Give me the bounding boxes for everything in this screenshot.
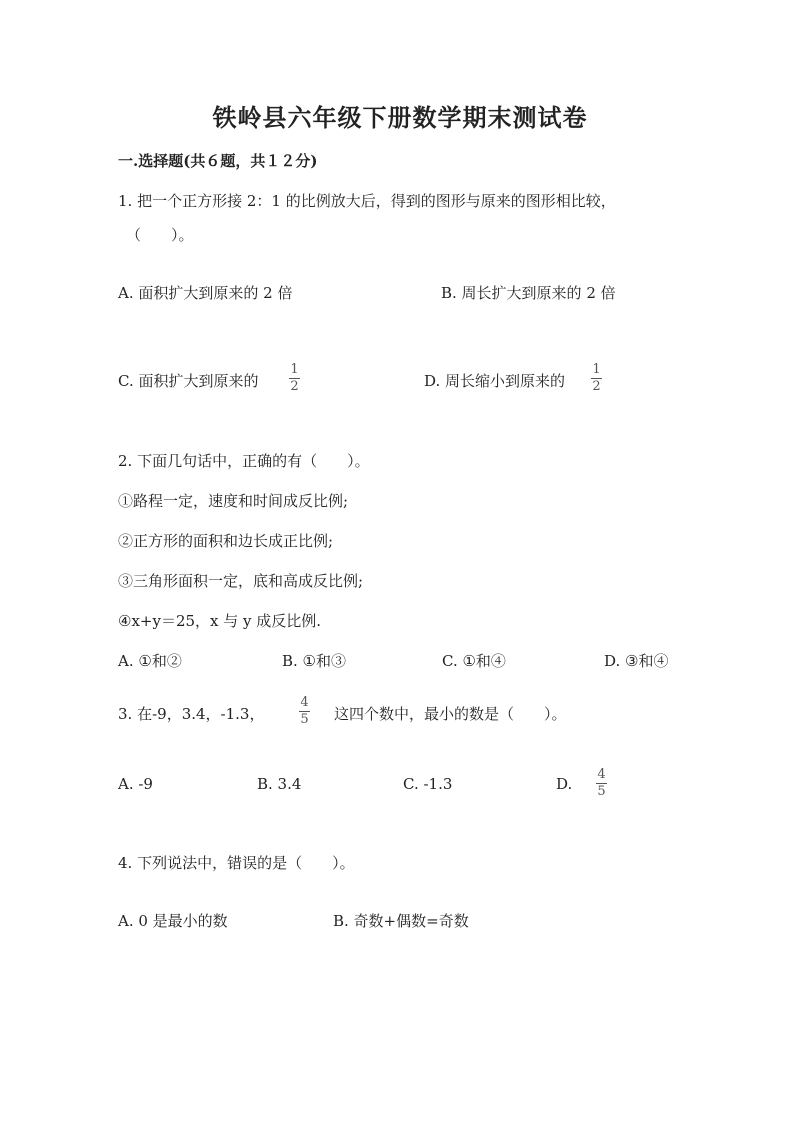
q2-option-a: A. ①和② — [118, 652, 182, 670]
q2-option-d: D. ③和④ — [604, 652, 669, 670]
section-heading: 一.选择题(共６题，共１２分) — [118, 152, 318, 170]
q3-option-d-fraction — [596, 768, 607, 799]
q3-option-d: D. — [556, 775, 573, 793]
q3-stem-pre: 3. 在-9，3.4，-1.3， — [118, 705, 265, 723]
page-title: 铁岭县六年级下册数学期末测试卷 — [212, 103, 588, 132]
q1-option-a: A. 面积扩大到原来的 2 倍 — [118, 284, 293, 302]
q2-stem: 2. 下面几句话中，正确的有（ ）。 — [118, 452, 370, 470]
fraction-denominator: 5 — [300, 712, 309, 727]
q4-option-a: A. 0 是最小的数 — [118, 912, 228, 930]
fraction-numerator: 4 — [300, 695, 309, 710]
q4-stem: 4. 下列说法中，错误的是（ ）。 — [118, 854, 355, 872]
fraction-numerator: 1 — [592, 362, 601, 377]
q2-option-c: C. ①和④ — [442, 652, 506, 670]
q4-option-b: B. 奇数+偶数=奇数 — [333, 912, 469, 930]
q2-statement-1: ①路程一定，速度和时间成反比例; — [118, 492, 349, 510]
q2-statement-2: ②正方形的面积和边长成正比例; — [118, 532, 334, 550]
fraction-denominator: 2 — [290, 379, 299, 394]
q1-option-c: C. 面积扩大到原来的 — [118, 372, 259, 390]
fraction-numerator: 1 — [290, 362, 299, 377]
q3-option-b: B. 3.4 — [257, 775, 302, 793]
q1-option-c-fraction — [289, 363, 300, 394]
fraction-numerator: 4 — [597, 767, 606, 782]
fraction-denominator: 5 — [597, 784, 606, 799]
q1-option-b: B. 周长扩大到原来的 2 倍 — [441, 284, 616, 302]
q3-option-c: C. -1.3 — [403, 775, 453, 793]
q2-statement-4: ④x+y＝25，x 与 y 成反比例. — [118, 612, 322, 630]
q1-option-d: D. 周长缩小到原来的 — [424, 372, 566, 390]
q3-option-a: A. -9 — [118, 775, 153, 793]
fraction-denominator: 2 — [592, 379, 601, 394]
q1-stem-line2: （ ）。 — [126, 226, 194, 244]
q2-option-b: B. ①和③ — [282, 652, 347, 670]
q2-statement-3: ③三角形面积一定，底和高成反比例; — [118, 572, 364, 590]
q1-option-d-fraction — [591, 363, 602, 394]
q3-stem-post: 这四个数中，最小的数是（ ）。 — [334, 705, 567, 723]
q3-stem-fraction — [299, 696, 310, 727]
q1-stem-line1: 1. 把一个正方形接 2：1 的比例放大后，得到的图形与原来的图形相比较， — [118, 192, 616, 210]
